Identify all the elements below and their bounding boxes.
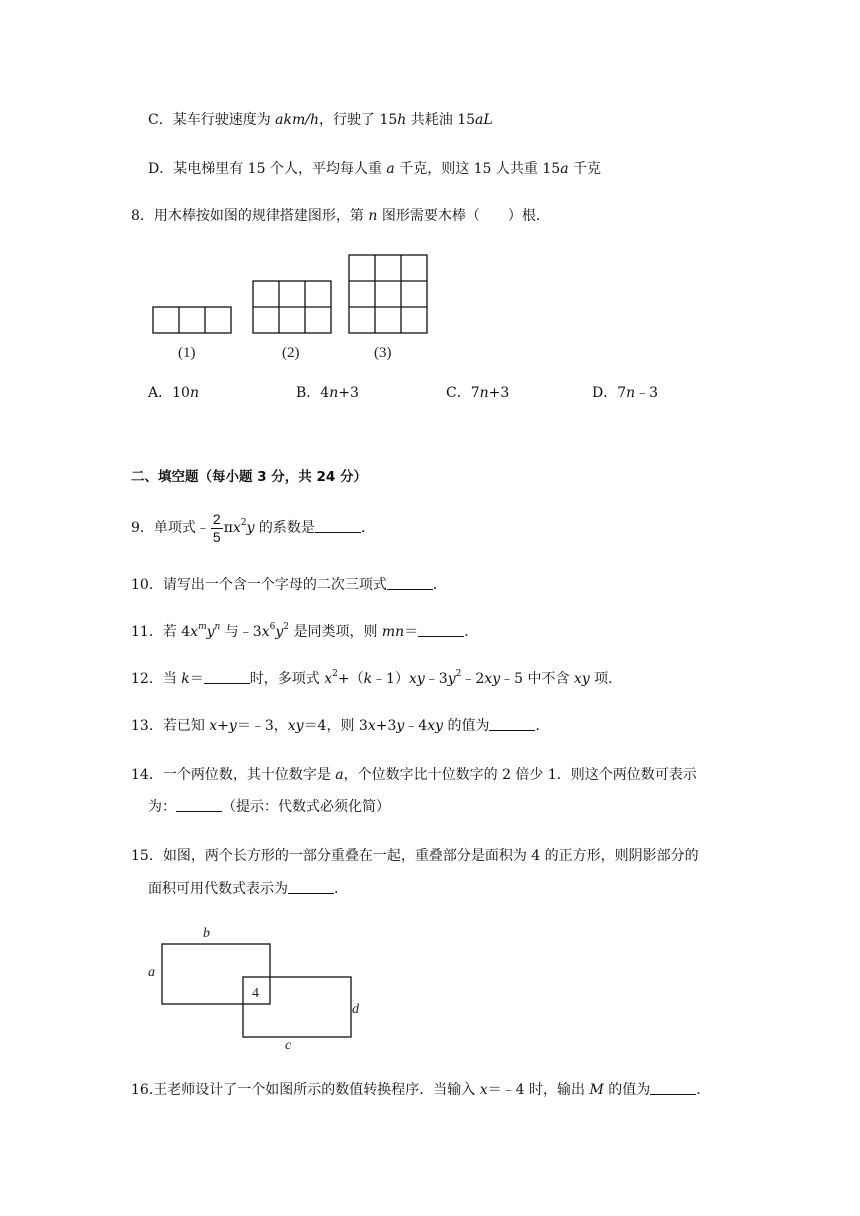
answer-blank xyxy=(176,798,222,812)
label-c: c xyxy=(285,1038,292,1053)
q15-line-1: 15．如图，两个长方形的一部分重叠在一起，重叠部分是面积为 4 的正方形，则阴影部分的 xyxy=(131,848,699,864)
figure-1-grid xyxy=(153,307,231,333)
q14-line-1: 14．一个两位数，其十位数字是 a，个位数字比十位数字的 2 倍少 1．则这个两位数可表示 xyxy=(131,767,697,783)
answer-blank xyxy=(315,519,361,533)
label-overlap-area: 4 xyxy=(252,986,259,1001)
figure-1-label: (1) xyxy=(178,345,196,361)
q8-option-b: B．4n+3 xyxy=(296,385,359,401)
q8-option-d: D．7n﹣3 xyxy=(592,385,659,401)
q11: 11．若 $4x^my^n$ 与$﹣3x^6y^2$ 是同类项，则 mn＝ ． xyxy=(131,622,479,640)
answer-blank xyxy=(204,670,250,684)
q8-option-a: A．10n xyxy=(148,385,199,401)
q13: 13．若已知 x+y＝﹣3，xy＝4，则 3x+3y﹣4xy 的值为 ． xyxy=(131,718,550,734)
label-b: b xyxy=(203,926,210,941)
q9: 9．单项式﹣ $\frac{2}{5}$ $\pi x^2y$ 的系数是 ． xyxy=(131,510,375,545)
answer-blank xyxy=(288,880,334,894)
fraction: $\frac{2}{5}$ xyxy=(212,510,221,545)
q8-stem: 8．用木棒按如图的规律搭建图形，第 n 图形需要木棒（ ）根． xyxy=(131,208,550,224)
figure-3-label: (3) xyxy=(374,345,392,361)
q8-option-c: C．7n+3 xyxy=(446,385,510,401)
label-a: a xyxy=(148,965,155,980)
answer-blank xyxy=(489,717,535,731)
q15-rectangles-figure xyxy=(140,920,380,1055)
q15-line-2: 面积可用代数式表示为 ． xyxy=(148,881,348,897)
answer-blank xyxy=(387,576,433,590)
q10: 10．请写出一个含一个字母的二次三项式 ． xyxy=(131,577,447,593)
figure-3-grid xyxy=(349,255,427,333)
q12: 12．当 k＝ 时，多项式 $x^2+(k﹣1)xy﹣3y^2﹣2xy﹣5$ 中不含 xy 项． xyxy=(131,669,623,687)
q8-stick-figures xyxy=(140,245,450,370)
section-2-heading: 二、填空题（每小题 3 分，共 24 分） xyxy=(131,469,367,485)
label-d: d xyxy=(352,1002,359,1017)
q14-line-2: 为： （提示：代数式必须化简） xyxy=(148,799,390,815)
rectangle-cd xyxy=(243,977,351,1037)
q7-option-c: C．某车行驶速度为 akm/h，行驶了 15h 共耗油 15aL xyxy=(148,112,493,128)
answer-blank xyxy=(650,1081,696,1095)
answer-blank xyxy=(418,623,464,637)
figure-2-label: (2) xyxy=(282,345,300,361)
q7-option-d: D．某电梯里有 15 个人，平均每人重 a 千克，则这 15 人共重 15a 千克 xyxy=(148,161,601,177)
q16: 16.王老师设计了一个如图所示的数值转换程序．当输入 x＝﹣4 时，输出 M 的值为 ． xyxy=(131,1082,711,1098)
